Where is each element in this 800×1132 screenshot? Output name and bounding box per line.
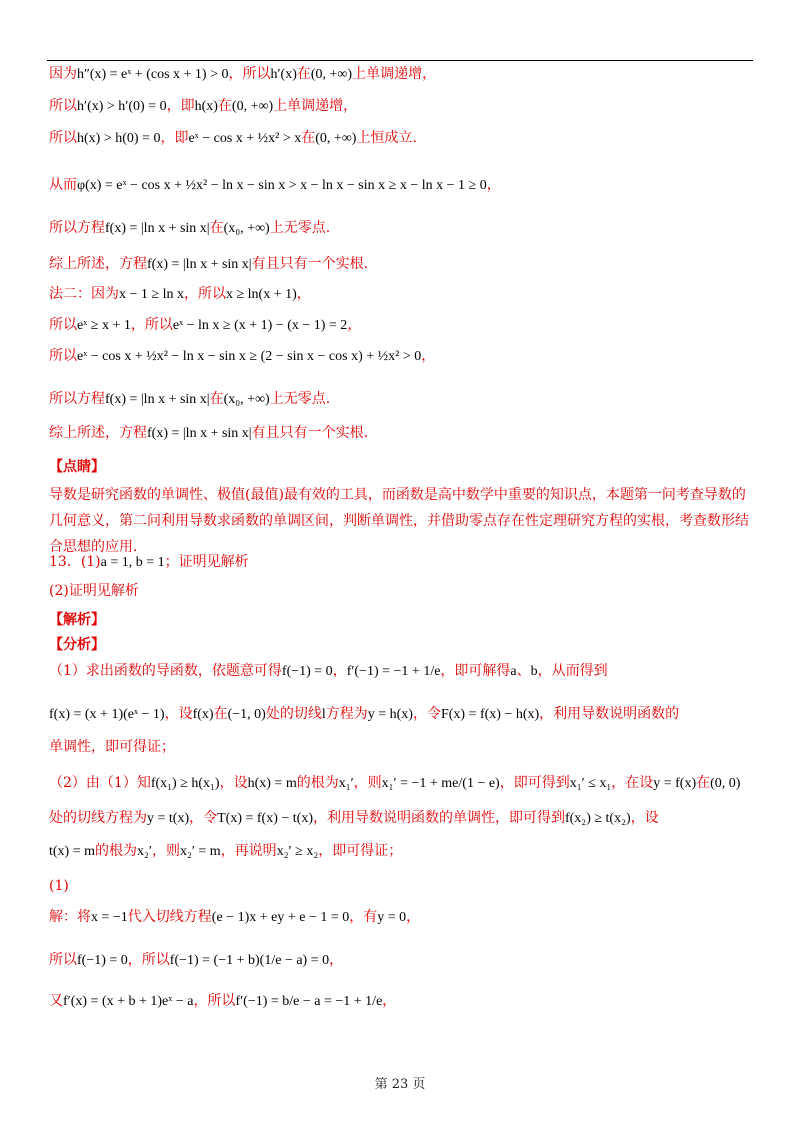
math-expression: f′(−1) = −1 + 1/e xyxy=(346,664,441,679)
math-expression: T(x) = f(x) − t(x) xyxy=(217,811,313,826)
text-line xyxy=(49,950,749,971)
math-expression: f(x) = |ln x + sin x| xyxy=(105,392,210,407)
text-line xyxy=(49,552,749,573)
math-expression: x₂′ xyxy=(137,844,152,859)
math-expression: h(x) xyxy=(194,99,218,114)
text-run: ，即 xyxy=(166,98,195,114)
math-expression: h′(x) > h′(0) = 0 xyxy=(77,99,167,114)
text-run: 导数是研究函数的单调性、极值(最值)最有效的工具，而函数是高中数学中重要的知识点，本题第一问考查导数的几何意义，第二问利用导数求函数的单调区间，判断单调性，并借助零点存在性定理研究方程的实根，考查数形结合思想的应用. xyxy=(49,487,749,555)
math-expression: φ(x) = eˣ − cos x + ½x² − ln x − sin x > x − ln x − sin x ≥ x − ln x − 1 ≥ 0 xyxy=(77,178,487,193)
text-line xyxy=(49,457,749,477)
math-expression: f′(x) = (x + b + 1)eˣ − a xyxy=(63,994,194,1009)
text-line xyxy=(49,907,749,928)
text-run: 在 xyxy=(301,130,316,146)
math-expression: f′(−1) = b/e − a = −1 + 1/e xyxy=(235,994,383,1009)
text-run: ， xyxy=(486,177,501,193)
text-line xyxy=(49,389,749,410)
text-run: ，利用导数说明函数的单调性，即可得到 xyxy=(312,810,565,826)
math-expression: l xyxy=(321,707,326,722)
math-expression: f(x) = |ln x + sin x| xyxy=(147,257,252,272)
math-expression: x₁′ = −1 + me/(1 − e) xyxy=(381,776,500,791)
text-run: ，所以 xyxy=(130,317,173,333)
text-run: ，再说明 xyxy=(220,843,277,859)
text-run: 从而 xyxy=(49,177,77,193)
text-run: ，令 xyxy=(412,706,441,722)
text-run: ；证明见解析 xyxy=(164,554,249,570)
text-run: 处的切线方程为 xyxy=(49,810,147,826)
text-run: ， xyxy=(296,286,311,302)
math-expression: h″(x) = eˣ + (cos x + 1) > 0 xyxy=(77,67,229,82)
text-run: ，令 xyxy=(189,810,218,826)
text-run: ，即可得证； xyxy=(318,843,403,859)
math-expression: (0, 0) xyxy=(710,776,741,791)
text-run: 在 xyxy=(213,706,228,722)
text-line xyxy=(49,991,749,1012)
text-run: 处的切线 xyxy=(265,706,322,722)
text-run: 所以 xyxy=(49,317,77,333)
text-line xyxy=(49,876,749,896)
text-run: 有且只有一个实根. xyxy=(251,256,369,272)
math-expression: f(x) = |ln x + sin x| xyxy=(147,426,252,441)
text-line xyxy=(49,841,749,862)
math-expression: F(x) = f(x) − h(x) xyxy=(440,707,540,722)
text-run: ，所以 xyxy=(193,993,236,1009)
text-line xyxy=(49,635,749,655)
text-run: （1）求出函数的导函数，依题意可得 xyxy=(49,663,282,679)
text-run: （2）由（1）知 xyxy=(49,775,151,791)
text-line xyxy=(49,773,749,794)
math-expression: eˣ − cos x + ½x² > x xyxy=(188,131,302,146)
math-expression: a = 1, b = 1 xyxy=(100,555,165,570)
math-expression: x₂′ = m xyxy=(179,844,221,859)
text-run: 方程为 xyxy=(325,706,368,722)
math-expression: (−1, 0) xyxy=(227,707,266,722)
text-line xyxy=(49,661,749,682)
text-run: 解：将 xyxy=(49,909,91,925)
math-expression: h(x) = m xyxy=(247,776,297,791)
math-expression: x ≥ ln(x + 1) xyxy=(225,287,297,302)
text-run: ，有 xyxy=(349,909,378,925)
section-heading: 【分析】 xyxy=(49,637,105,653)
text-run: ， xyxy=(329,952,344,968)
text-run: 有且只有一个实根. xyxy=(251,425,369,441)
text-run: ，所以 xyxy=(127,952,170,968)
page-number: 第 23 页 xyxy=(374,1077,426,1092)
text-line xyxy=(49,581,749,601)
text-run: ， xyxy=(382,993,397,1009)
text-run: 因为 xyxy=(49,66,77,82)
text-line xyxy=(49,254,749,275)
math-expression: (0, +∞) xyxy=(315,131,357,146)
text-run: ，即 xyxy=(160,130,189,146)
text-run: 、 xyxy=(516,663,531,679)
text-line xyxy=(49,704,749,725)
math-expression: f(−1) = 0 xyxy=(281,664,333,679)
text-run: ，所以 xyxy=(183,286,226,302)
math-expression: (0, +∞) xyxy=(231,99,274,114)
math-expression: (0, +∞) xyxy=(310,67,353,82)
text-run: ，即可得到 xyxy=(499,775,570,791)
math-expression: (x₀, +∞) xyxy=(223,221,270,236)
text-run: ， xyxy=(406,909,421,925)
math-expression: x₁′ xyxy=(338,776,354,791)
math-expression: x = −1 xyxy=(91,910,128,925)
math-expression: x − 1 ≥ ln x xyxy=(119,287,184,302)
math-expression: x₂′ ≥ x₂ xyxy=(276,844,319,859)
math-expression: y = t(x) xyxy=(147,811,190,826)
text-run: ，即可解得 xyxy=(440,663,511,679)
text-run: (1) xyxy=(49,878,69,894)
text-line xyxy=(49,96,749,117)
text-run: 上单调递增， xyxy=(352,66,437,82)
text-run: 在 xyxy=(209,220,224,236)
text-run: 上恒成立. xyxy=(356,130,417,146)
text-run: ， xyxy=(347,317,362,333)
text-run: 所以 xyxy=(49,130,77,146)
comment-paragraph xyxy=(49,482,749,560)
section-heading: 【解析】 xyxy=(49,612,105,628)
math-expression: f(x₂) ≥ t(x₂) xyxy=(564,811,631,826)
text-line xyxy=(49,128,749,149)
text-run: ，设 xyxy=(219,775,248,791)
text-run: 综上所述，方程 xyxy=(49,256,147,272)
text-run: ，则 xyxy=(353,775,382,791)
text-line xyxy=(49,175,749,196)
text-run: 单调性，即可得证； xyxy=(49,739,175,755)
text-run: 代入切线方程 xyxy=(127,909,212,925)
text-run: 所以方程 xyxy=(49,391,105,407)
text-run: 又 xyxy=(49,993,63,1009)
text-line xyxy=(49,423,749,444)
text-run: ，则 xyxy=(151,843,180,859)
text-run: 所以 xyxy=(49,98,77,114)
text-run: 在 xyxy=(209,391,224,407)
math-expression: a xyxy=(510,664,517,679)
math-expression: h′(x) xyxy=(270,67,297,82)
header-rule xyxy=(47,60,753,61)
text-run: ，利用导数说明函数的 xyxy=(539,706,680,722)
text-run: ，从而得到 xyxy=(537,663,608,679)
text-run: ， xyxy=(421,348,436,364)
math-expression: x₁′ ≤ x₁ xyxy=(569,776,612,791)
math-expression: f(x) = (x + 1)(eˣ − 1) xyxy=(49,707,165,722)
text-line xyxy=(49,808,749,829)
math-expression: y = f(x) xyxy=(653,776,697,791)
math-expression: f(x) xyxy=(192,707,214,722)
text-run: 上无零点. xyxy=(269,220,331,236)
text-line xyxy=(49,737,749,757)
math-expression: h(x) > h(0) = 0 xyxy=(77,131,161,146)
math-expression: eˣ − ln x ≥ (x + 1) − (x − 1) = 2 xyxy=(172,318,348,333)
text-line xyxy=(49,315,749,336)
text-run: 的根为 xyxy=(95,843,137,859)
text-run: 在 xyxy=(296,66,311,82)
text-run: 在 xyxy=(217,98,232,114)
math-expression: f(x₁) ≥ h(x₁) xyxy=(150,776,220,791)
text-line xyxy=(49,346,749,367)
math-expression: y = h(x) xyxy=(367,707,413,722)
math-expression: f(x) = |ln x + sin x| xyxy=(105,221,210,236)
text-line xyxy=(49,64,749,85)
text-run: ，所以 xyxy=(228,66,271,82)
text-line xyxy=(49,218,749,239)
text-run: 综上所述，方程 xyxy=(49,425,147,441)
math-expression: b xyxy=(530,664,538,679)
math-expression: eˣ ≥ x + 1 xyxy=(77,318,131,333)
text-run: ，设 xyxy=(630,810,659,826)
math-expression: f(−1) = 0 xyxy=(77,953,128,968)
text-run: 上无零点. xyxy=(269,391,331,407)
text-run: 所以 xyxy=(49,952,77,968)
text-run: 所以 xyxy=(49,348,77,364)
section-heading: 【点睛】 xyxy=(49,459,105,475)
text-run: 法二：因为 xyxy=(49,286,119,302)
text-run: (2)证明见解析 xyxy=(49,583,139,599)
math-expression: (e − 1)x + ey + e − 1 = 0 xyxy=(211,910,350,925)
text-run: 上单调递增， xyxy=(273,98,358,114)
math-expression: y = 0 xyxy=(377,910,407,925)
text-run: ，设 xyxy=(164,706,193,722)
math-expression: t(x) = m xyxy=(49,844,95,859)
text-line xyxy=(49,284,749,305)
text-run: 的根为 xyxy=(296,775,339,791)
text-run: 在 xyxy=(696,775,711,791)
math-expression: (x₀, +∞) xyxy=(223,392,270,407)
text-run: 13．(1) xyxy=(49,554,101,570)
text-run: ，在设 xyxy=(611,775,654,791)
math-expression: f(−1) = (−1 + b)(1/e − a) = 0 xyxy=(169,953,330,968)
text-run: ， xyxy=(332,663,347,679)
text-run: 所以方程 xyxy=(49,220,105,236)
math-expression: eˣ − cos x + ½x² − ln x − sin x ≥ (2 − sin x − cos x) + ½x² > 0 xyxy=(77,349,422,364)
text-line xyxy=(49,610,749,630)
